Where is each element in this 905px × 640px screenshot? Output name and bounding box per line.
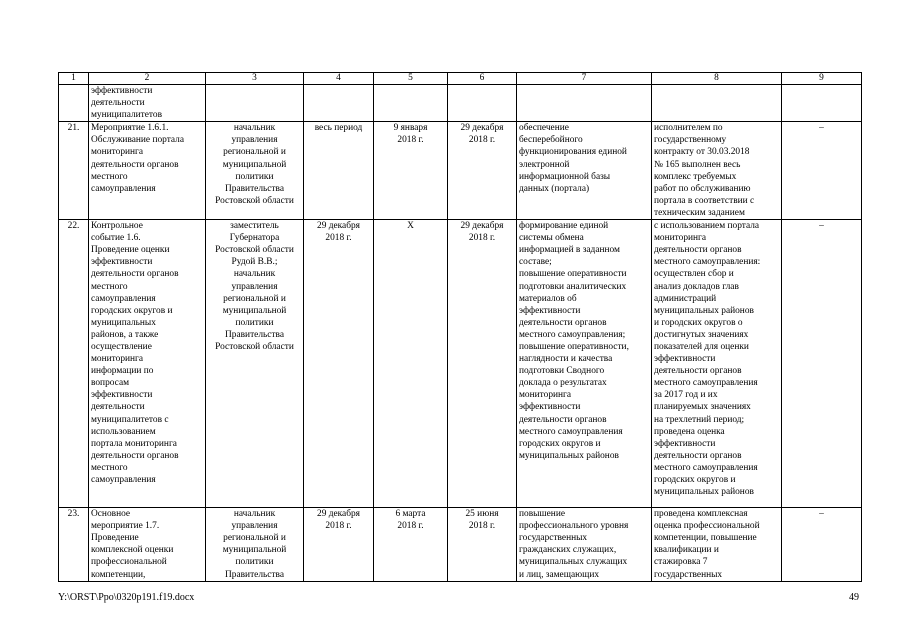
actual-start-date — [374, 85, 448, 122]
header-cell: 8 — [652, 73, 782, 85]
header-cell: 1 — [59, 73, 89, 85]
header-cell: 9 — [782, 73, 862, 85]
table-row — [59, 122, 862, 220]
non-fulfillment-reason: – — [782, 122, 862, 220]
actual-end-date: 25 июня 2018 г. — [448, 508, 517, 582]
actual-start-date: Х — [374, 220, 448, 508]
table-row — [59, 508, 862, 582]
row-number: 21. — [59, 122, 89, 220]
header-cell: 2 — [89, 73, 206, 85]
row-number: 23. — [59, 508, 89, 582]
non-fulfillment-reason — [782, 85, 862, 122]
row-number: 22. — [59, 220, 89, 508]
header-row — [59, 73, 862, 85]
actual-result: исполнителем по государственному контракту от 30.03.2018 № 165 выполнен весь комплекс требуемых работ по обслуживанию портала в соответствии с техническим заданием — [652, 122, 782, 220]
planned-date — [304, 85, 374, 122]
responsible-executor: начальник управления региональной и муниципальной политики Правительства Ростовской области — [206, 122, 304, 220]
non-fulfillment-reason: – — [782, 220, 862, 508]
responsible-executor: начальник управления региональной и муниципальной политики Правительства — [206, 508, 304, 582]
planned-date: весь период — [304, 122, 374, 220]
header-cell: 4 — [304, 73, 374, 85]
event-name: Основное мероприятие 1.7. Проведение комплексной оценки профессиональной компетенции, — [89, 508, 206, 582]
actual-end-date: 29 декабря 2018 г. — [448, 122, 517, 220]
actual-start-date: 6 марта 2018 г. — [374, 508, 448, 582]
actual-start-date: 9 января 2018 г. — [374, 122, 448, 220]
header-cell: 3 — [206, 73, 304, 85]
planned-result: обеспечение бесперебойного функционирования единой электронной информационной базы данных (портала) — [517, 122, 652, 220]
planned-result — [517, 85, 652, 122]
table-row — [59, 220, 862, 508]
events-table — [58, 72, 862, 582]
actual-end-date: 29 декабря 2018 г. — [448, 220, 517, 508]
actual-end-date — [448, 85, 517, 122]
page-number: 49 — [849, 592, 859, 603]
event-name: Контрольное событие 1.6. Проведение оценки эффективности деятельности органов местного самоуправления городских округов и муниципальных районов, а также осуществление мониторинга информации по вопросам эффективности деятельности муниципалитетов с использованием портала мониторинга деятельности органов местного самоуправления — [89, 220, 206, 508]
header-cell: 5 — [374, 73, 448, 85]
table-row — [59, 85, 862, 122]
actual-result — [652, 85, 782, 122]
file-path: Y:\ORST\Ppo\0320p191.f19.docx — [58, 592, 195, 603]
non-fulfillment-reason: – — [782, 508, 862, 582]
actual-result: с использованием портала мониторинга деятельности органов местного самоуправления: осуществлен сбор и анализ докладов глав администраций муниципальных районов и городских округов о достигнутых значениях показателей для оценки эффективности деятельности органов местного самоуправления за 2017 год и их планируемых значениях на трехлетний период; проведена оценка эффективности деятельности органов местного самоуправления городских округов и муниципальных районов — [652, 220, 782, 508]
actual-result: проведена комплексная оценка профессиональной компетенции, повышение квалификации и стажировка 7 государственных — [652, 508, 782, 582]
header-cell: 7 — [517, 73, 652, 85]
responsible-executor — [206, 85, 304, 122]
row-number — [59, 85, 89, 122]
planned-result: формирование единой системы обмена информацией в заданном составе; повышение оперативности подготовки аналитических материалов об эффективности деятельности органов местного самоуправления; повышение оперативности, наглядности и качества подготовки Сводного доклада о результатах мониторинга эффективности деятельности органов местного самоуправления городских округов и муниципальных районов — [517, 220, 652, 508]
header-cell: 6 — [448, 73, 517, 85]
planned-date: 29 декабря 2018 г. — [304, 508, 374, 582]
planned-result: повышение профессионального уровня государственных гражданских служащих, муниципальных служащих и лиц, замещающих — [517, 508, 652, 582]
planned-date: 29 декабря 2018 г. — [304, 220, 374, 508]
responsible-executor: заместитель Губернатора Ростовской области Рудой В.В.; начальник управления региональной и муниципальной политики Правительства Ростовской области — [206, 220, 304, 508]
event-name: Мероприятие 1.6.1. Обслуживание портала мониторинга деятельности органов местного самоуправления — [89, 122, 206, 220]
event-name: эффективности деятельности муниципалитетов — [89, 85, 206, 122]
